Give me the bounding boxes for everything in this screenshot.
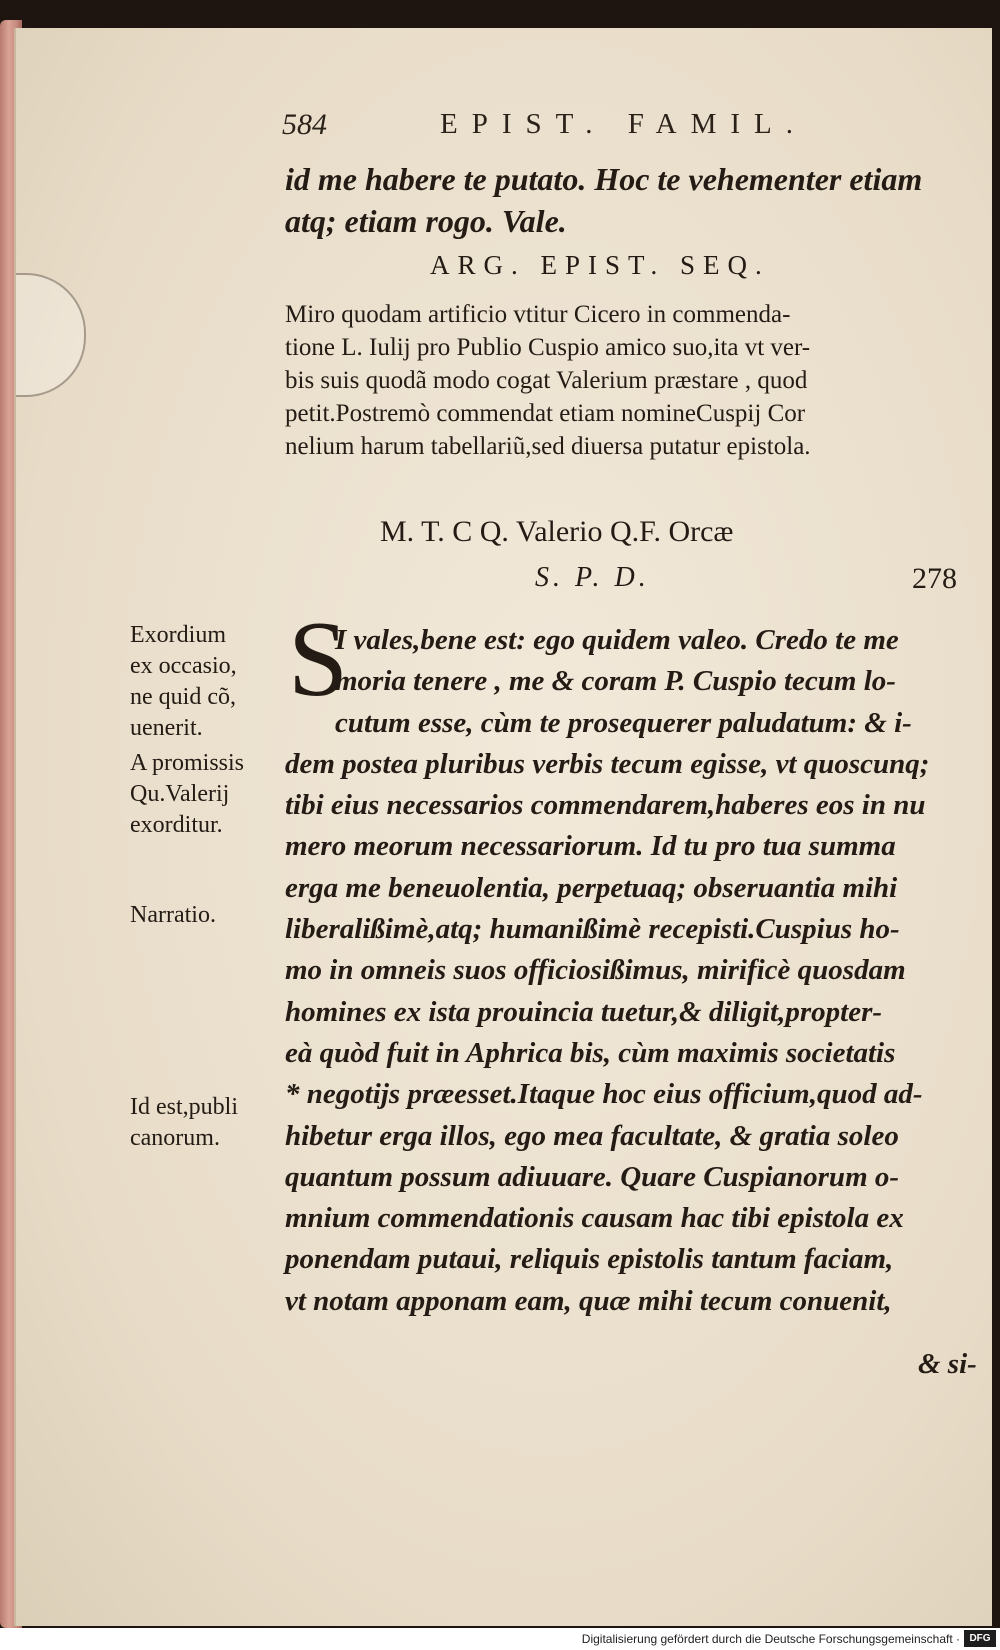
page-number: 584 [282, 108, 327, 141]
text-line: mero meorum necessariorum. Id tu pro tua summa [285, 830, 896, 863]
drop-cap: S [288, 600, 349, 719]
previous-letter-close [285, 158, 975, 242]
footer-credit: Digitalisierung gefördert durch die Deutsche Forschungsgemeinschaft · [581, 1632, 960, 1646]
letter-salutation-spd: S. P. D. [535, 562, 650, 593]
text-line: mo in omneis suos officiosißimus, mirificè quosdam [285, 954, 906, 987]
text-line: tibi eius necessarios commendarem,haberes eos in nu [285, 789, 926, 822]
catchword: & si- [918, 1348, 977, 1380]
letter-number: 278 [912, 562, 957, 595]
margin-note-line: uenerit. [130, 715, 203, 741]
margin-note-line: exorditur. [130, 812, 223, 838]
margin-note-a-promissis [130, 748, 280, 841]
text-line: liberalißimè,atq; humanißimè recepisti.Cuspius ho- [285, 913, 900, 946]
argument-heading: ARG. EPIST. SEQ. [430, 250, 770, 280]
text-line: tione L. Iulij pro Publio Cuspio amico suo,ita vt ver- [285, 334, 811, 361]
text-line: cutum esse, cùm te prosequerer paludatum: & i- [335, 706, 912, 739]
margin-note-narratio [130, 900, 280, 931]
text-line: hibetur erga illos, ego mea facultate, & gratia soleo [285, 1119, 899, 1152]
letter-body [285, 620, 975, 1322]
text-line: atq; etiam rogo. Vale. [285, 203, 567, 239]
text-line: Miro quodam artificio vtitur Cicero in commenda- [285, 301, 791, 328]
text-line: ponendam putaui, reliquis epistolis tantum faciam, [285, 1243, 894, 1276]
margin-note-line: Id est,publi [130, 1094, 238, 1120]
margin-note-exordium [130, 620, 280, 744]
letter-salutation: M. T. C Q. Valerio Q.F. Orcæ [380, 515, 734, 548]
text-line: bis suis quodã modo cogat Valerium præstare , quod [285, 367, 808, 394]
margin-note-line: Narratio. [130, 902, 216, 928]
margin-note-line: canorum. [130, 1125, 220, 1151]
text-line: moria tenere , me & coram P. Cuspio tecum lo- [335, 665, 896, 698]
text-line: vt notam apponam eam, quæ mihi tecum conuenit, [285, 1284, 892, 1317]
text-line: dem postea pluribus verbis tecum egisse, vt quoscunq; [285, 747, 930, 780]
text-line: eà quòd fuit in Aphrica bis, cùm maximis societatis [285, 1036, 896, 1069]
margin-note-line: ne quid cõ, [130, 684, 236, 710]
text-line: I vales,bene est: ego quidem valeo. Credo te me [335, 624, 899, 656]
text-line: erga me beneuolentia, perpetuaq; obseruantia mihi [285, 871, 898, 904]
running-title: EPIST. FAMIL. [440, 108, 808, 140]
page-tab-marker [16, 273, 86, 397]
text-line: mnium commendationis causam hac tibi epistola ex [285, 1202, 904, 1235]
argument-paragraph [285, 298, 975, 463]
text-line: quantum possum adiuuare. Quare Cuspianorum o- [285, 1160, 900, 1193]
text-line: petit.Postremò commendat etiam nomineCuspij Cor [285, 400, 806, 427]
text-line: nelium harum tabellariũ,sed diuersa putatur epistola. [285, 433, 811, 460]
margin-note-line: ex occasio, [130, 653, 237, 679]
dfg-logo-icon: DFG [964, 1630, 996, 1647]
text-line: * negotijs præesset.Itaque hoc eius officium,quod ad- [285, 1078, 923, 1111]
margin-note-id-est [130, 1092, 280, 1154]
margin-note-line: Qu.Valerij [130, 781, 230, 807]
text-line: id me habere te putato. Hoc te vehementer etiam [285, 161, 923, 197]
margin-note-line: Exordium [130, 622, 226, 648]
margin-note-line: A promissis [130, 750, 245, 776]
page-header [270, 108, 970, 148]
digitization-footer [0, 1628, 1000, 1650]
text-line: homines ex ista prouincia tuetur,& diligit,propter- [285, 995, 883, 1028]
